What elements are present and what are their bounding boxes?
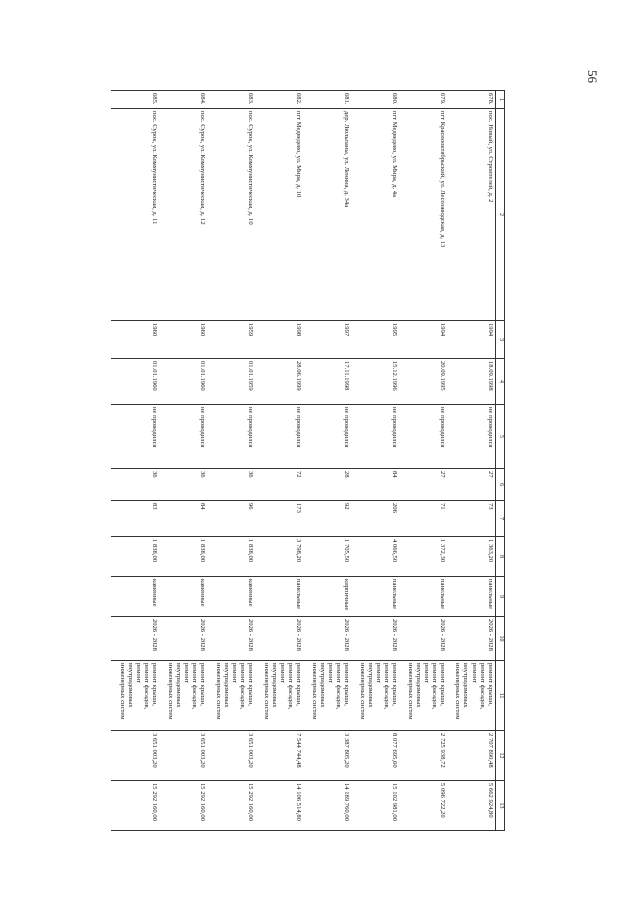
column-number-header (496, 91, 505, 831)
wall-material-cell: каменные (112, 577, 160, 617)
commission-date-cell: 01.01.1960 (160, 359, 208, 405)
table-row (208, 91, 256, 831)
repair-period-cell: 2026 - 2028 (208, 617, 256, 661)
build-year-cell: 1995 (352, 321, 400, 359)
row-number-cell: 678. (448, 91, 496, 109)
commission-date-cell: 01.01.1959 (208, 359, 256, 405)
header-col-9: 9 (496, 577, 505, 617)
area-cell: 1 838,00 (112, 537, 160, 577)
floors-cell: 27 (448, 469, 496, 501)
commission-date-cell: 17.11.1998 (304, 359, 352, 405)
cost-cell: 2 725 938,72 (400, 731, 448, 781)
wall-material-cell: панельные (400, 577, 448, 617)
header-col-3: 3 (496, 321, 505, 359)
table-row (112, 91, 160, 831)
commission-date-cell: 01.01.1960 (112, 359, 160, 405)
cost-cell: 7 544 744,48 (256, 731, 304, 781)
address-cell: пгт Краснооктябрьский, ул. Лесозаводская, д. 13 (400, 109, 448, 321)
build-year-cell: 1994 (448, 321, 496, 359)
floors-cell: 72 (256, 469, 304, 501)
residents-cell: 83 (112, 501, 160, 537)
works-list-cell: ремонт крыши, ремонт фасадов, ремонт внутридомовых инженерных систем (352, 661, 400, 731)
cost-cell: 3 651 003,20 (208, 731, 256, 781)
limit-cost-cell: 14 106 514,80 (256, 781, 304, 831)
area-cell: 1 838,00 (208, 537, 256, 577)
last-repair-cell: не проводился (304, 405, 352, 469)
works-list-cell: ремонт крыши, ремонт фасадов, ремонт внутридомовых инженерных систем (448, 661, 496, 731)
floors-cell: 27 (400, 469, 448, 501)
row-number-cell: 680. (352, 91, 400, 109)
works-list-cell: ремонт крыши, ремонт фасадов, ремонт внутридомовых инженерных систем (160, 661, 208, 731)
table-row (400, 91, 448, 831)
header-col-10: 10 (496, 617, 505, 661)
commission-date-cell: 28.06.1999 (256, 359, 304, 405)
header-col-5: 5 (496, 405, 505, 469)
build-year-cell: 1960 (112, 321, 160, 359)
table-row (304, 91, 352, 831)
rotated-table-container (97, 90, 505, 830)
build-year-cell: 1960 (160, 321, 208, 359)
wall-material-cell: панельные (448, 577, 496, 617)
header-col-12: 12 (496, 731, 505, 781)
works-list-cell: ремонт крыши, ремонт фасадов, ремонт внутридомовых инженерных систем (208, 661, 256, 731)
works-list-cell: ремонт крыши, ремонт фасадов, ремонт внутридомовых инженерных систем (400, 661, 448, 731)
cost-cell: 3 387 805,20 (304, 731, 352, 781)
repair-period-cell: 2026 - 2028 (256, 617, 304, 661)
residents-cell: 173 (256, 501, 304, 537)
residents-cell: 71 (400, 501, 448, 537)
header-col-6: 6 (496, 469, 505, 501)
repair-period-cell: 2026 - 2028 (352, 617, 400, 661)
works-list-cell: ремонт крыши, ремонт фасадов, ремонт внутридомовых инженерных систем (256, 661, 304, 731)
area-cell: 1 372,30 (400, 537, 448, 577)
limit-cost-cell: 5 662 924,80 (448, 781, 496, 831)
last-repair-cell: не проводился (448, 405, 496, 469)
floors-cell: 84 (352, 469, 400, 501)
residents-cell: 92 (304, 501, 352, 537)
last-repair-cell: не проводился (256, 405, 304, 469)
address-cell: пос. Новый, ул. Строителей, д. 2 (448, 109, 496, 321)
build-year-cell: 1998 (256, 321, 304, 359)
wall-material-cell: панельные (352, 577, 400, 617)
header-col-4: 4 (496, 359, 505, 405)
repair-period-cell: 2026 - 2028 (448, 617, 496, 661)
address-cell: пгт Медведево, ул. Мира, д. 10 (256, 109, 304, 321)
repair-period-cell: 2026 - 2028 (304, 617, 352, 661)
floors-cell: 28 (304, 469, 352, 501)
area-cell: 4 066,50 (352, 537, 400, 577)
residents-cell: 84 (160, 501, 208, 537)
row-number-cell: 683. (208, 91, 256, 109)
table-row (352, 91, 400, 831)
limit-cost-cell: 14 189 760,00 (304, 781, 352, 831)
address-cell: пос. Сурок, ул. Коммунистическая, д. 12 (160, 109, 208, 321)
wall-material-cell: панельные (256, 577, 304, 617)
last-repair-cell: не проводился (112, 405, 160, 469)
commission-date-cell: 18.09.1998 (448, 359, 496, 405)
floors-cell: 36 (208, 469, 256, 501)
page-number: 56 (585, 70, 600, 83)
header-col-11: 11 (496, 661, 505, 731)
cost-cell: 3 651 003,20 (160, 731, 208, 781)
row-number-cell: 685. (112, 91, 160, 109)
wall-material-cell: каменные (160, 577, 208, 617)
cost-cell: 8 077 695,60 (352, 731, 400, 781)
last-repair-cell: не проводился (400, 405, 448, 469)
table-row (256, 91, 304, 831)
build-year-cell: 1997 (304, 321, 352, 359)
wall-material-cell: каменные (208, 577, 256, 617)
residents-cell: 206 (352, 501, 400, 537)
residents-cell: 73 (448, 501, 496, 537)
address-cell: дер. Люльпаны, ул. Ленина, д. 34а (304, 109, 352, 321)
limit-cost-cell: 15 292 160,00 (160, 781, 208, 831)
wall-material-cell: кирпичные (304, 577, 352, 617)
row-number-cell: 684. (160, 91, 208, 109)
area-cell: 1 838,00 (160, 537, 208, 577)
floors-cell: 36 (112, 469, 160, 501)
address-cell: пос. Сурок, ул. Коммунистическая, д. 10 (208, 109, 256, 321)
limit-cost-cell: 15 292 160,00 (208, 781, 256, 831)
cost-cell: 3 651 003,20 (112, 731, 160, 781)
commission-date-cell: 15.12.1996 (352, 359, 400, 405)
last-repair-cell: не проводился (160, 405, 208, 469)
residents-cell: 96 (208, 501, 256, 537)
table-body (112, 91, 496, 831)
repair-period-cell: 2026 - 2028 (160, 617, 208, 661)
table-row (160, 91, 208, 831)
address-cell: пос. Сурок, ул. Коммунистическая, д. 11 (112, 109, 160, 321)
address-cell: пгт Медведево, ул. Мира, д. 4а (352, 109, 400, 321)
build-year-cell: 1959 (208, 321, 256, 359)
build-year-cell: 1994 (400, 321, 448, 359)
area-cell: 3 798,20 (256, 537, 304, 577)
repair-period-cell: 2026 - 2028 (112, 617, 160, 661)
cost-cell: 2 707 890,48 (448, 731, 496, 781)
header-col-2: 2 (496, 109, 505, 321)
area-cell: 1 705,50 (304, 537, 352, 577)
area-cell: 1 363,20 (448, 537, 496, 577)
repair-period-cell: 2026 - 2028 (400, 617, 448, 661)
row-number-cell: 679. (400, 91, 448, 109)
works-list-cell: ремонт крыши, ремонт фасадов, ремонт внутридомовых инженерных систем (304, 661, 352, 731)
header-col-1: 1 (496, 91, 505, 109)
limit-cost-cell: 15 102 981,00 (352, 781, 400, 831)
header-col-8: 8 (496, 537, 505, 577)
limit-cost-cell: 15 292 160,00 (112, 781, 160, 831)
header-col-13: 13 (496, 781, 505, 831)
row-number-cell: 681. (304, 91, 352, 109)
header-col-7: 7 (496, 501, 505, 537)
floors-cell: 36 (160, 469, 208, 501)
table-row (448, 91, 496, 831)
row-number-cell: 682. (256, 91, 304, 109)
last-repair-cell: не проводился (208, 405, 256, 469)
works-list-cell: ремонт крыши, ремонт фасадов, ремонт внутридомовых инженерных систем (112, 661, 160, 731)
commission-date-cell: 20.09.1995 (400, 359, 448, 405)
last-repair-cell: не проводился (352, 405, 400, 469)
limit-cost-cell: 5 096 722,20 (400, 781, 448, 831)
housing-repair-table (112, 90, 506, 831)
